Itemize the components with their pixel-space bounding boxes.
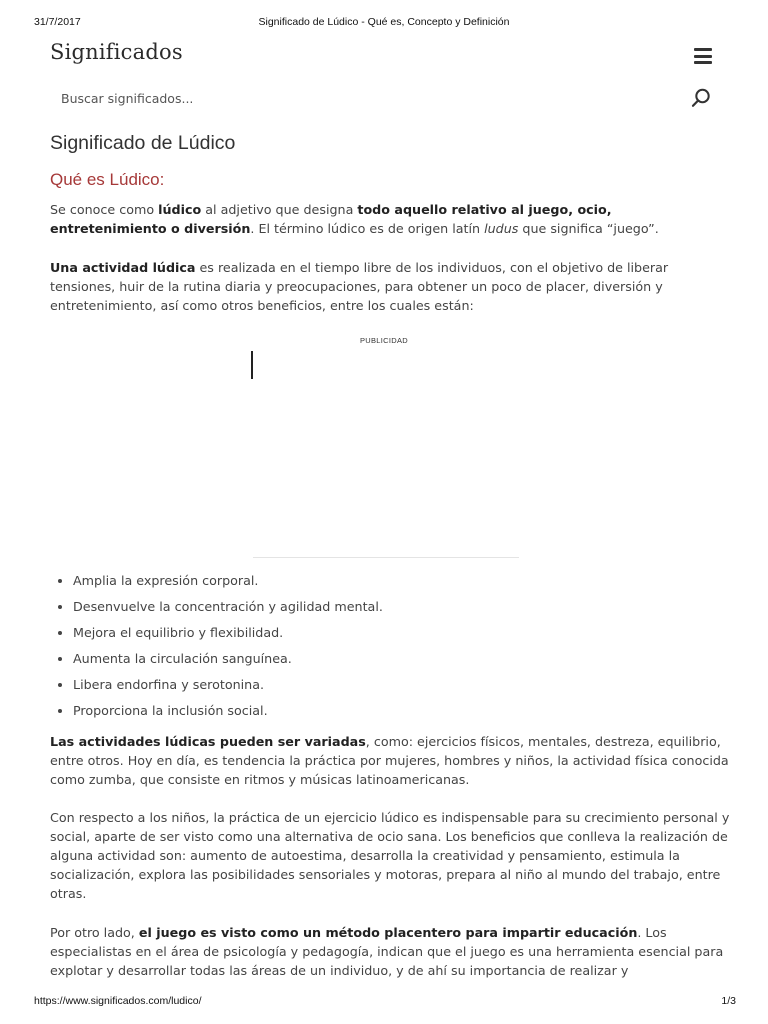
variety-paragraph: Las actividades lúdicas pueden ser variadas, como: ejercicios físicos, mentales, destreza, equilibrio, entre otros. Hoy en día, es tendencia la práctica por mujeres, hombres y niños, la actividad física conocida como zumba, que consiste en ritmos y músicas latinoamericanas. <box>50 734 729 787</box>
search-icon[interactable] <box>690 87 712 109</box>
activity-paragraph: Una actividad lúdica es realizada en el tiempo libre de los individuos, con el objetivo de liberar tensiones, huir de la rutina diaria y preocupaciones, para obtener un poco de placer, diversión y entretenimiento, así como otros beneficios, entre los cuales están: <box>50 260 669 313</box>
advertisement-label: PUBLICIDAD <box>359 336 408 345</box>
list-item: • Desenvuelve la concentración y agilidad mental. <box>73 594 383 620</box>
list-item: • Libera endorfina y serotonina. <box>73 672 383 698</box>
print-header <box>0 16 768 30</box>
benefits-list <box>50 568 383 724</box>
list-item: • Amplia la expresión corporal. <box>73 568 383 594</box>
list-item: • Proporciona la inclusión social. <box>73 698 383 724</box>
print-page-number: 1/3 <box>721 995 736 1007</box>
intro-paragraph: Se conoce como lúdico al adjetivo que designa todo aquello relativo al juego, ocio, entretenimiento o diversión. El término lúdico es de origen latín ludus que significa “juego”. <box>50 202 659 236</box>
site-logo[interactable]: Significados <box>50 40 183 64</box>
search-bar <box>50 84 720 112</box>
print-footer <box>0 995 768 1009</box>
print-document-title: Significado de Lúdico - Qué es, Concepto y Definición <box>258 16 510 28</box>
advertisement-divider <box>253 557 519 558</box>
search-input[interactable] <box>50 84 670 112</box>
page-title: Significado de Lúdico <box>50 132 236 154</box>
section-title: Qué es Lúdico: <box>50 170 165 189</box>
list-item: • Mejora el equilibrio y flexibilidad. <box>73 620 383 646</box>
print-date: 31/7/2017 <box>34 16 81 28</box>
hamburger-menu-icon[interactable] <box>694 48 712 64</box>
list-item: • Aumenta la circulación sanguínea. <box>73 646 383 672</box>
text-cursor <box>251 351 253 379</box>
site-header <box>50 40 720 76</box>
print-url: https://www.significados.com/ludico/ <box>34 995 202 1007</box>
education-paragraph: Por otro lado, el juego es visto como un método placentero para impartir educación. Los especialistas en el área de psicología y pedagogía, indican que el juego es una herramienta esencial para explotar y desarrollar todas las áreas de un individuo, y de ahí su importancia de realizar y <box>50 925 724 978</box>
children-paragraph: Con respecto a los niños, la práctica de un ejercicio lúdico es indispensable para su crecimiento personal y social, aparte de ser visto como una alternativa de ocio sana. Los beneficios que conlleva la realización de alguna actividad son: aumento de autoestima, desarrolla la creatividad y pensamiento, estimula la socialización, explora las posibilidades sensoriales y motoras, prepara al niño al mundo del trabajo, entre otras. <box>50 810 730 901</box>
